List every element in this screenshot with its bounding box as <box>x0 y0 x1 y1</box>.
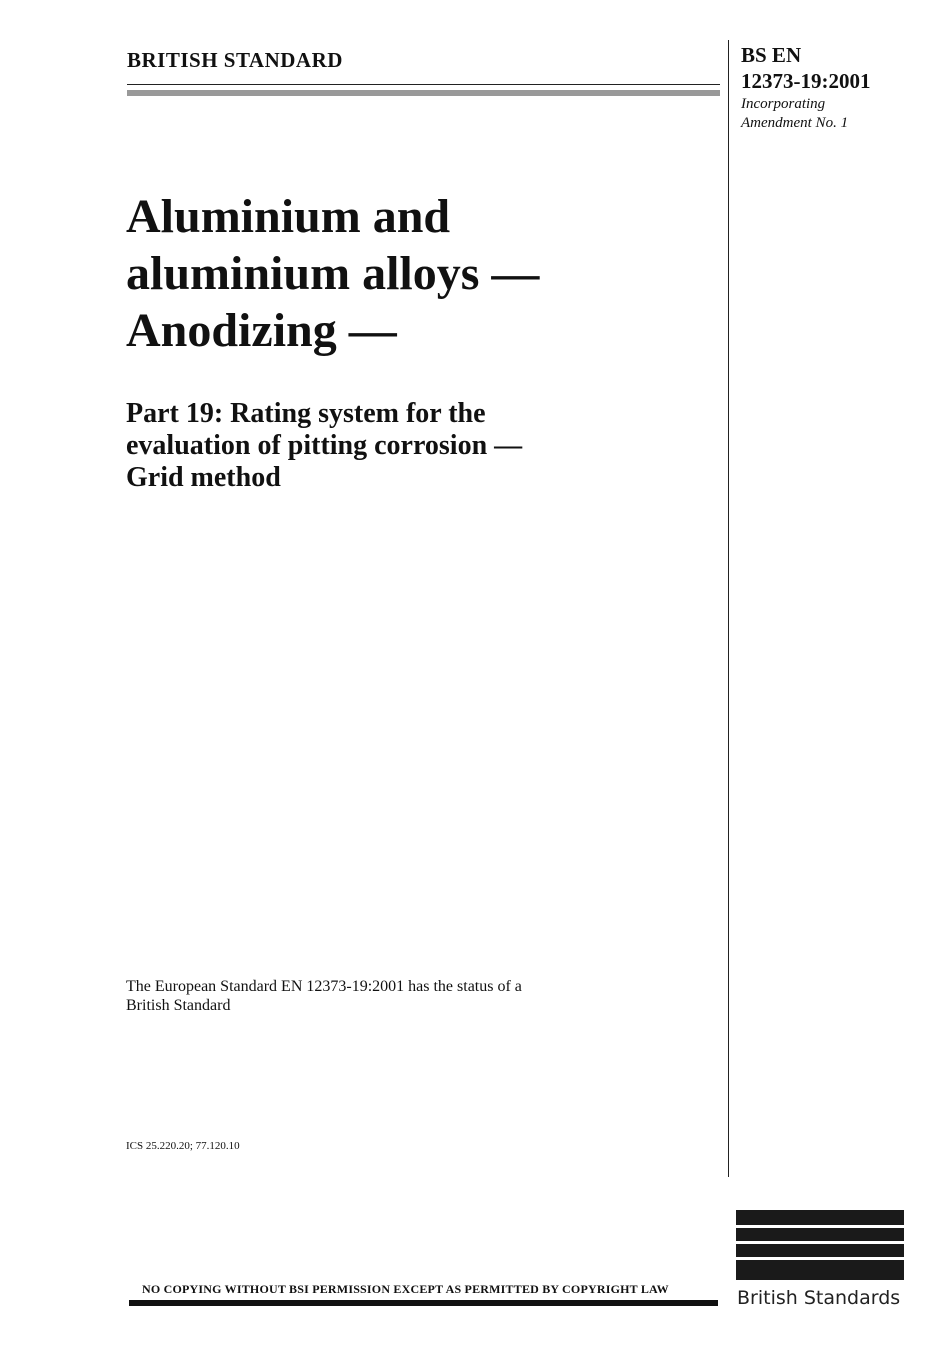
status-line2: British Standard <box>126 997 231 1014</box>
ics-code: ICS 25.220.20; 77.120.10 <box>126 1140 240 1152</box>
footer-rule <box>129 1300 718 1306</box>
title-line3: Anodizing — <box>126 304 397 357</box>
standard-number-line2: 12373-19:2001 <box>741 69 871 93</box>
header-rule-thick <box>127 90 720 96</box>
standard-number-line1: BS EN <box>741 43 802 67</box>
title-line2: aluminium alloys — <box>126 247 540 300</box>
subtitle-line1: Part 19: Rating system for the <box>126 398 486 429</box>
standard-number <box>741 42 871 94</box>
amendment-line2: Amendment No. 1 <box>741 115 849 131</box>
status-statement <box>126 977 616 1015</box>
document-subtitle <box>126 398 716 494</box>
vertical-divider <box>728 40 729 1177</box>
logo-caption: British Standards <box>737 1287 901 1309</box>
amendment-line1: Incorporating <box>741 96 826 112</box>
document-type-label: BRITISH STANDARD <box>127 48 343 72</box>
status-line1: The European Standard EN 12373-19:2001 has the status of a <box>126 978 522 995</box>
title-line1: Aluminium and <box>126 190 451 243</box>
subtitle-line3: Grid method <box>126 462 281 493</box>
amendment-note <box>741 95 848 133</box>
copyright-notice: NO COPYING WITHOUT BSI PERMISSION EXCEPT AS PERMITTED BY COPYRIGHT LAW <box>142 1282 669 1296</box>
document-title <box>126 188 716 359</box>
subtitle-line2: evaluation of pitting corrosion — <box>126 430 523 461</box>
header-rule-thin <box>127 84 720 85</box>
